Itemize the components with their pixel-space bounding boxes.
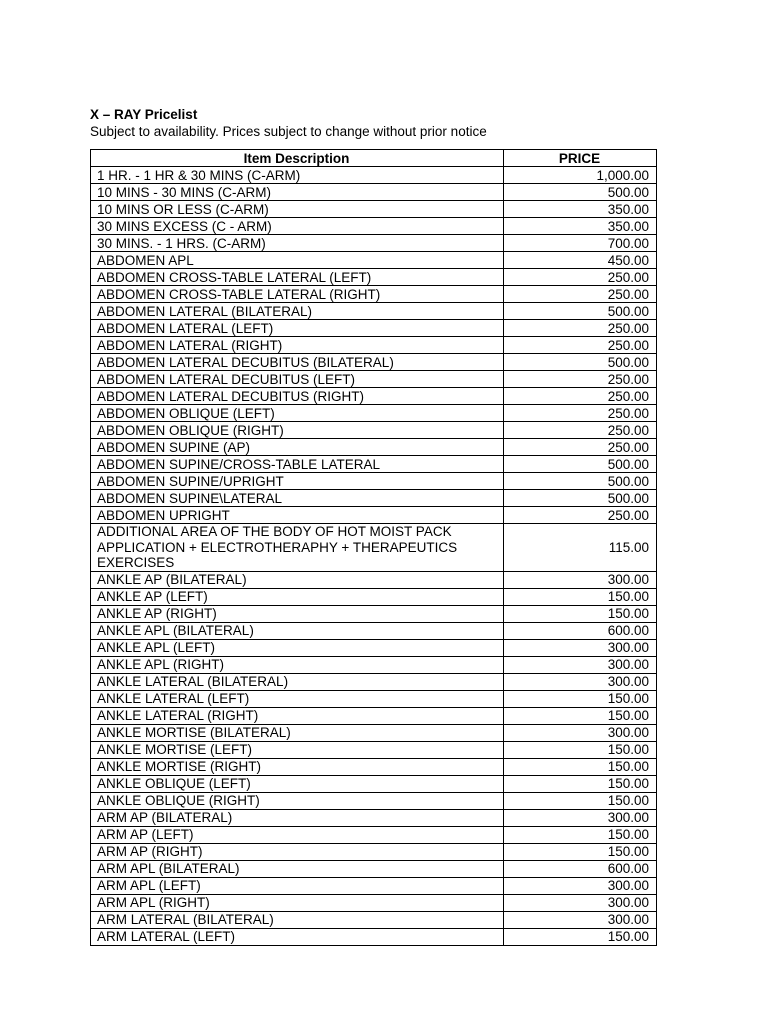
price-cell: 500.00	[504, 303, 657, 320]
item-description-cell: ARM AP (BILATERAL)	[91, 809, 504, 826]
item-description-cell: ADDITIONAL AREA OF THE BODY OF HOT MOIST PACK APPLICATION + ELECTROTHERAPHY + THERAPEUTICS EXERCISES	[91, 524, 504, 572]
item-description-cell: 30 MINS. - 1 HRS. (C-ARM)	[91, 235, 504, 252]
item-description-cell: ARM APL (LEFT)	[91, 877, 504, 894]
price-cell: 150.00	[504, 928, 657, 945]
table-row	[91, 456, 657, 473]
price-cell: 300.00	[504, 894, 657, 911]
table-row	[91, 877, 657, 894]
item-description-cell: ANKLE OBLIQUE (RIGHT)	[91, 792, 504, 809]
item-description-cell: ANKLE OBLIQUE (LEFT)	[91, 775, 504, 792]
table-header-row	[91, 150, 657, 167]
price-cell: 500.00	[504, 490, 657, 507]
table-row	[91, 656, 657, 673]
item-description-cell: ARM APL (RIGHT)	[91, 894, 504, 911]
item-description-cell: ANKLE MORTISE (BILATERAL)	[91, 724, 504, 741]
table-row	[91, 524, 657, 572]
price-cell: 250.00	[504, 439, 657, 456]
table-row	[91, 422, 657, 439]
price-cell: 500.00	[504, 456, 657, 473]
price-cell: 250.00	[504, 388, 657, 405]
item-description-cell: ABDOMEN LATERAL (LEFT)	[91, 320, 504, 337]
table-row	[91, 707, 657, 724]
item-description-cell: ANKLE MORTISE (RIGHT)	[91, 758, 504, 775]
item-description-cell: ANKLE LATERAL (BILATERAL)	[91, 673, 504, 690]
price-cell: 150.00	[504, 775, 657, 792]
table-row	[91, 605, 657, 622]
price-cell: 600.00	[504, 622, 657, 639]
table-row	[91, 252, 657, 269]
price-cell: 150.00	[504, 588, 657, 605]
table-row	[91, 388, 657, 405]
item-description-cell: ABDOMEN CROSS-TABLE LATERAL (LEFT)	[91, 269, 504, 286]
table-row	[91, 405, 657, 422]
page-subtitle: Subject to availability. Prices subject to change without prior notice	[90, 124, 487, 139]
item-description-cell: ABDOMEN LATERAL (RIGHT)	[91, 337, 504, 354]
price-cell: 500.00	[504, 354, 657, 371]
table-row	[91, 758, 657, 775]
price-cell: 250.00	[504, 405, 657, 422]
price-cell: 300.00	[504, 656, 657, 673]
item-description-cell: ABDOMEN CROSS-TABLE LATERAL (RIGHT)	[91, 286, 504, 303]
table-row	[91, 286, 657, 303]
item-description-cell: ABDOMEN LATERAL DECUBITUS (RIGHT)	[91, 388, 504, 405]
table-row	[91, 928, 657, 945]
page-title: X – RAY Pricelist	[90, 107, 198, 122]
price-cell: 250.00	[504, 507, 657, 524]
price-cell: 500.00	[504, 184, 657, 201]
price-cell: 150.00	[504, 605, 657, 622]
item-description-cell: 10 MINS - 30 MINS (C-ARM)	[91, 184, 504, 201]
table-row	[91, 724, 657, 741]
item-description-cell: 1 HR. - 1 HR & 30 MINS (C-ARM)	[91, 167, 504, 184]
price-cell: 150.00	[504, 758, 657, 775]
price-cell: 300.00	[504, 809, 657, 826]
price-cell: 350.00	[504, 201, 657, 218]
price-cell: 150.00	[504, 690, 657, 707]
item-description-cell: ANKLE MORTISE (LEFT)	[91, 741, 504, 758]
header-item-description: Item Description	[91, 150, 504, 167]
table-row	[91, 201, 657, 218]
item-description-cell: 10 MINS OR LESS (C-ARM)	[91, 201, 504, 218]
item-description-cell: ARM LATERAL (LEFT)	[91, 928, 504, 945]
price-cell: 300.00	[504, 877, 657, 894]
table-row	[91, 639, 657, 656]
table-row	[91, 622, 657, 639]
table-row	[91, 269, 657, 286]
price-cell: 150.00	[504, 792, 657, 809]
table-row	[91, 571, 657, 588]
table-row	[91, 354, 657, 371]
item-description-cell: ABDOMEN SUPINE (AP)	[91, 439, 504, 456]
item-description-cell: ABDOMEN SUPINE\LATERAL	[91, 490, 504, 507]
table-row	[91, 843, 657, 860]
price-cell: 250.00	[504, 320, 657, 337]
price-cell: 150.00	[504, 707, 657, 724]
table-row	[91, 218, 657, 235]
table-row	[91, 439, 657, 456]
header-price: PRICE	[504, 150, 657, 167]
table-row	[91, 320, 657, 337]
item-description-cell: ANKLE AP (BILATERAL)	[91, 571, 504, 588]
table-body	[91, 167, 657, 946]
table-row	[91, 303, 657, 320]
table-row	[91, 673, 657, 690]
price-cell: 1,000.00	[504, 167, 657, 184]
price-cell: 700.00	[504, 235, 657, 252]
pricelist-table	[90, 149, 657, 946]
table-row	[91, 894, 657, 911]
table-row	[91, 809, 657, 826]
table-row	[91, 792, 657, 809]
table-row	[91, 371, 657, 388]
price-cell: 300.00	[504, 673, 657, 690]
price-cell: 250.00	[504, 269, 657, 286]
item-description-cell: ABDOMEN LATERAL (BILATERAL)	[91, 303, 504, 320]
table-row	[91, 911, 657, 928]
table-row	[91, 775, 657, 792]
table-row	[91, 473, 657, 490]
item-description-cell: ANKLE APL (LEFT)	[91, 639, 504, 656]
price-cell: 600.00	[504, 860, 657, 877]
item-description-cell: ARM LATERAL (BILATERAL)	[91, 911, 504, 928]
item-description-cell: ANKLE AP (RIGHT)	[91, 605, 504, 622]
item-description-cell: ANKLE APL (RIGHT)	[91, 656, 504, 673]
price-cell: 300.00	[504, 724, 657, 741]
price-cell: 250.00	[504, 337, 657, 354]
item-description-cell: ABDOMEN SUPINE/UPRIGHT	[91, 473, 504, 490]
item-description-cell: ABDOMEN LATERAL DECUBITUS (LEFT)	[91, 371, 504, 388]
table-row	[91, 167, 657, 184]
price-cell: 150.00	[504, 826, 657, 843]
price-cell: 150.00	[504, 741, 657, 758]
item-description-cell: ARM AP (RIGHT)	[91, 843, 504, 860]
item-description-cell: ARM AP (LEFT)	[91, 826, 504, 843]
price-cell: 250.00	[504, 422, 657, 439]
table-row	[91, 741, 657, 758]
item-description-cell: ABDOMEN SUPINE/CROSS-TABLE LATERAL	[91, 456, 504, 473]
price-cell: 300.00	[504, 639, 657, 656]
item-description-cell: ABDOMEN UPRIGHT	[91, 507, 504, 524]
table-row	[91, 490, 657, 507]
item-description-cell: ANKLE LATERAL (RIGHT)	[91, 707, 504, 724]
table-row	[91, 337, 657, 354]
item-description-cell: ARM APL (BILATERAL)	[91, 860, 504, 877]
price-cell: 450.00	[504, 252, 657, 269]
table-row	[91, 235, 657, 252]
price-cell: 300.00	[504, 911, 657, 928]
item-description-cell: ABDOMEN OBLIQUE (LEFT)	[91, 405, 504, 422]
price-cell: 350.00	[504, 218, 657, 235]
table-row	[91, 826, 657, 843]
table-row	[91, 860, 657, 877]
price-cell: 115.00	[504, 524, 657, 572]
price-cell: 150.00	[504, 843, 657, 860]
price-cell: 500.00	[504, 473, 657, 490]
table-row	[91, 507, 657, 524]
item-description-cell: ANKLE LATERAL (LEFT)	[91, 690, 504, 707]
item-description-cell: ABDOMEN APL	[91, 252, 504, 269]
price-cell: 300.00	[504, 571, 657, 588]
item-description-cell: 30 MINS EXCESS (C - ARM)	[91, 218, 504, 235]
table-row	[91, 690, 657, 707]
table-row	[91, 588, 657, 605]
item-description-cell: ABDOMEN OBLIQUE (RIGHT)	[91, 422, 504, 439]
item-description-cell: ANKLE AP (LEFT)	[91, 588, 504, 605]
table-row	[91, 184, 657, 201]
item-description-cell: ANKLE APL (BILATERAL)	[91, 622, 504, 639]
item-description-cell: ABDOMEN LATERAL DECUBITUS (BILATERAL)	[91, 354, 504, 371]
price-cell: 250.00	[504, 286, 657, 303]
price-cell: 250.00	[504, 371, 657, 388]
